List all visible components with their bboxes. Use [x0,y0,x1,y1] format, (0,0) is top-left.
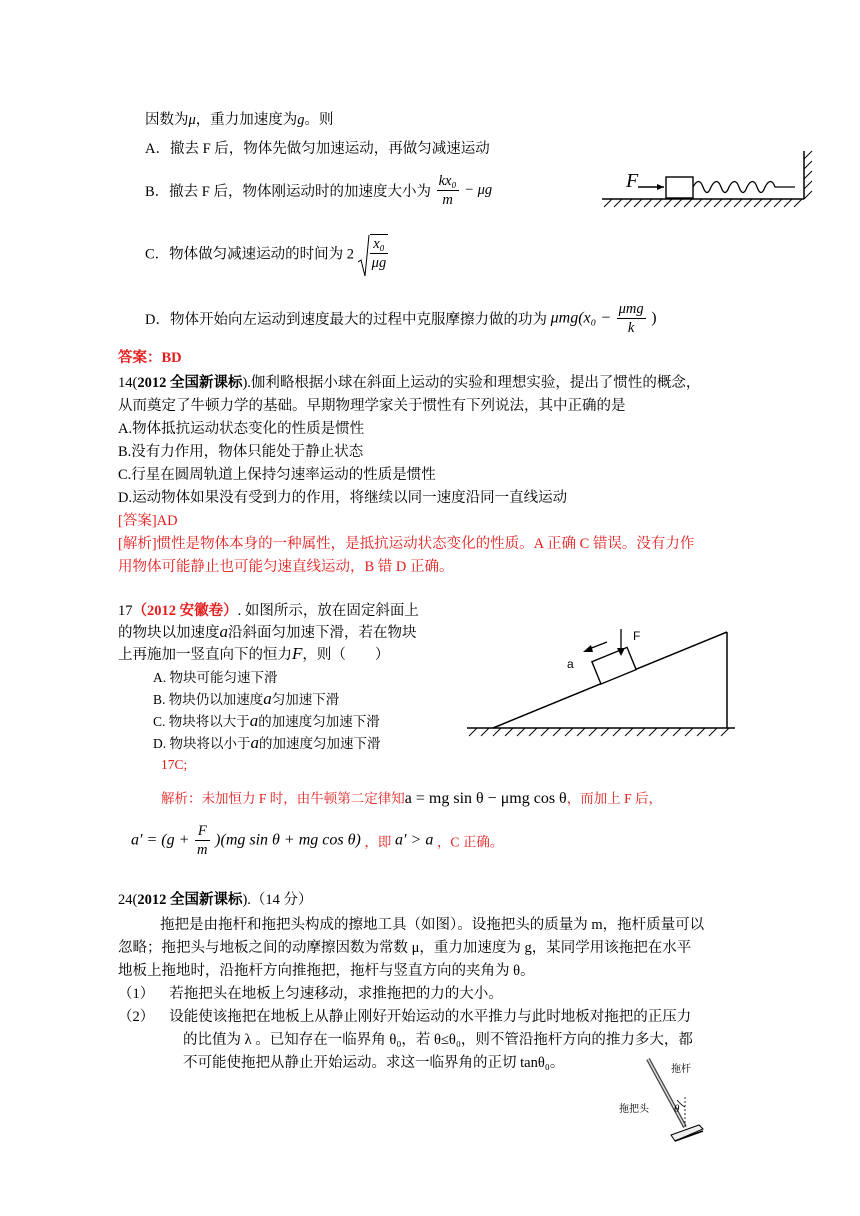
q17-option-c: C. 物块将以大于a的加速度匀加速下滑 [153,711,380,730]
q17-stem: 17（2012 安徽卷）. 如图所示，放在固定斜面上 [118,603,419,619]
q17-analysis: 解析：未加恒力 F 时，由牛顿第二定律知a = mg sin θ − μmg cos θ，而加上 F 后， [161,790,662,807]
option-c: C．物体做匀减速运动的时间为 2 $\frac{\text{x₀}}{\mu g}$ [145,234,390,272]
q24-para1: 拖把是由拖杆和拖把头构成的擦地工具（如图）。设拖把头的质量为 m，拖杆质量可以 [160,917,705,933]
q14-stem-line2: 从而奠定了牛顿力学的基础。早期物理学家关于惯性有下列说法，其中正确的是 [118,398,626,414]
option-d: D．物体开始向左运动到速度最大的过程中克服摩擦力做的功为 μmg(x₀ − $\frac{\text{μmg}}{k}$ ) [145,301,657,336]
mop-figure [605,1055,720,1150]
q14-analysis-line2: 用物体可能静止也可能匀速直线运动，B 错 D 正确。 [118,559,454,575]
q17-answer: 17C; [161,757,188,772]
option-b: B．撤去 F 后，物体刚运动时的加速度大小为 $\frac{\text{kx₀}}{m}$ − μg [145,173,493,208]
q17-stem-line2: 的物块以加速度a沿斜面匀加速下滑，若在物块 [118,622,417,641]
q17-stem-line3: 上再施加一竖直向下的恒力F，则（ ） [118,644,390,663]
svg-text:F: F [633,629,641,643]
spring-block-figure [598,145,813,215]
q14-analysis: [解析]惯性是物体本身的一种属性，是抵抗运动状态变化的性质。A 正确 C 错误。没有力作 [118,536,695,552]
fraction-kx0-m: $\frac{\text{kx₀}}{m}$ [438,173,457,208]
svg-text:拖把头: 拖把头 [619,1104,649,1115]
svg-text:拖杆: 拖杆 [671,1064,691,1075]
answer-p1: 答案：BD [118,350,182,366]
q14-option-b: B.没有力作用，物体只能处于静止状态 [118,444,364,460]
q24-sub2-line3: 不可能使拖把从静止开始运动。求这一临界角的正切 tanθ₀。 [183,1055,565,1071]
force-label: F [626,170,639,192]
q14-option-a: A.物体抵抗运动状态变化的性质是惯性 [118,421,365,437]
svg-text:θ: θ [674,1103,680,1115]
q14-stem: 14(2012 全国新课标).伽利略根据小球在斜面上运动的实验和理想实验，提出了惯性的概念， [118,375,701,391]
q17-option-b: B. 物块仍以加速度a匀加速下滑 [153,689,340,708]
q17-option-d: D. 物块将以小于a的加速度匀加速下滑 [153,733,381,752]
q14-answer: [答案]AD [118,513,178,529]
q24-para2: 忽略；拖把头与地板之间的动摩擦因数为常数 μ，重力加速度为 g，某同学用该拖把在水平 [118,940,692,956]
q14-option-d: D.运动物体如果没有受到力的作用，将继续以同一速度沿同一直线运动 [118,490,568,506]
q24-sub2: （2） 设能使该拖把在地板上从静止刚好开始运动的水平推力与此时地板对拖把的正压力 [118,1009,692,1025]
q24-stem: 24(2012 全国新课标).（14 分） [118,892,313,908]
q24-para3: 地板上拖地时，沿拖杆方向推拖把，拖杆与竖直方向的夹角为 θ。 [118,963,535,979]
q17-option-a: A. 物块可能匀速下滑 [153,670,278,685]
sqrt-sign [358,234,370,278]
q17-equation: a′ = (g + $\frac{F}{m}$ )(mg sin θ + mg cos θ) ，即 a′ > a ，C 正确。 [131,823,504,858]
svg-text:a: a [567,657,574,671]
incline-figure [465,622,740,742]
q24-sub1: （1） 若拖把头在地板上匀速移动，求推拖把的力的大小。 [118,986,503,1002]
q14-option-c: C.行星在圆周轨道上保持匀速率运动的性质是惯性 [118,467,436,483]
stem-continuation: 因数为μ，重力加速度为g。则 [145,112,334,128]
q24-sub2-line2: 的比值为 λ 。已知存在一临界角 θ₀，若 θ≤θ₀，则不管沿拖杆方向的推力多大，都 [183,1032,693,1048]
option-a: A．撤去 F 后，物体先做匀加速运动，再做匀减速运动 [145,141,490,157]
